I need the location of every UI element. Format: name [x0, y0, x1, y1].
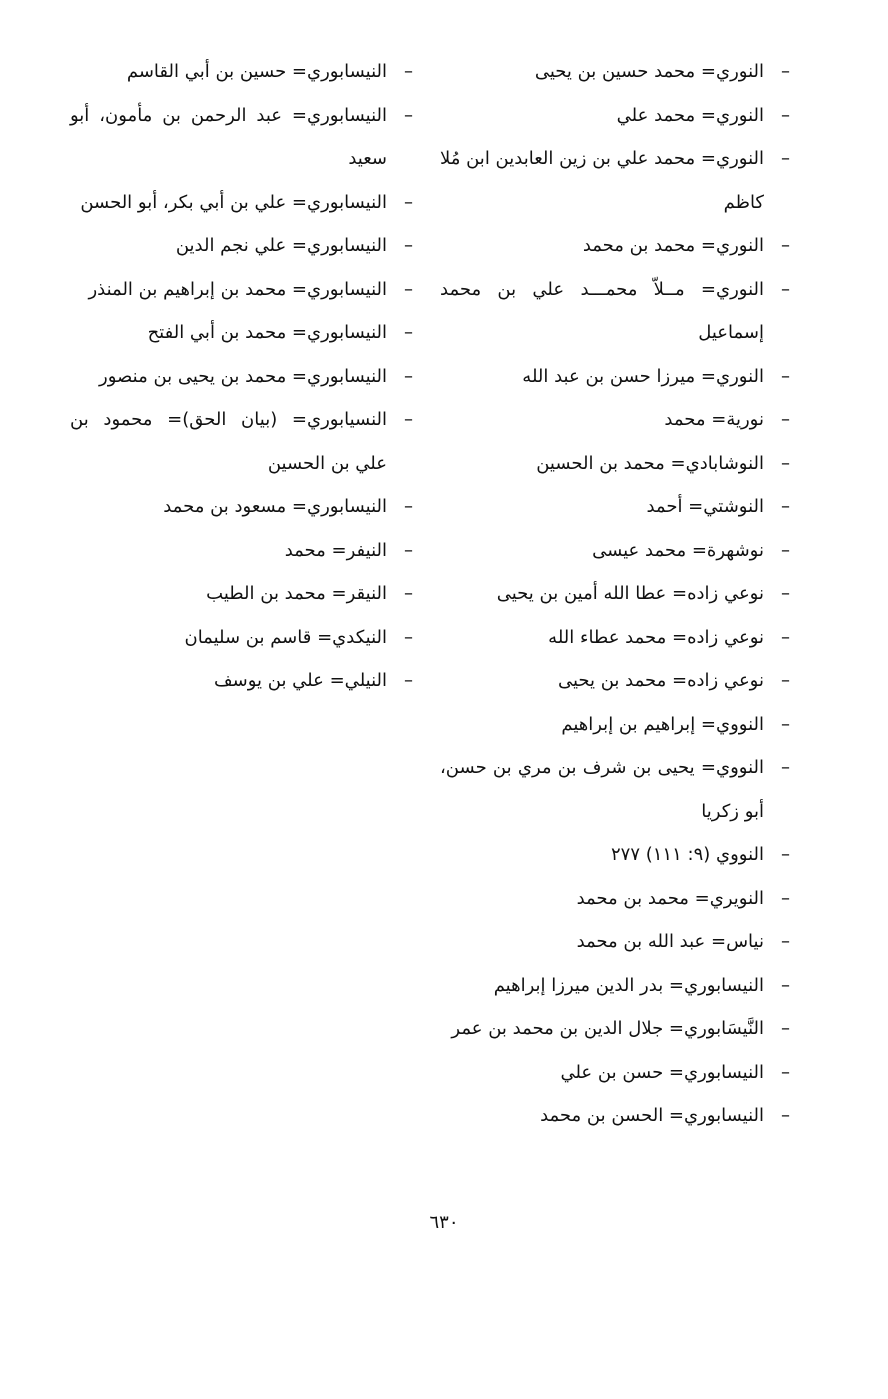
index-entry: – النيسابوري= علي بن أبي بكر، أبو الحسن: [70, 181, 415, 225]
index-entry: – النووي= يحيى بن شرف بن مري بن حسن، أبو زكريا: [440, 746, 792, 833]
index-entry: – النسيابوري= (بيان الحق)= محمود بن علي بن الحسين: [70, 398, 415, 485]
index-entry: – النوري= محمد حسين بن يحيى: [440, 50, 792, 94]
index-entry: – النَّيسَابوري= جلال الدين بن محمد بن عمر: [440, 1007, 792, 1051]
index-entry: – النيلي= علي بن يوسف: [70, 659, 415, 703]
index-column-right: [440, 50, 792, 1138]
index-entry: – النيكدي= قاسم بن سليمان: [70, 616, 415, 660]
index-entry: – نوعي زاده= محمد بن يحيى: [440, 659, 792, 703]
index-entry: – نياس= عبد الله بن محمد: [440, 920, 792, 964]
index-entry: – نورية= محمد: [440, 398, 792, 442]
index-entry: – النيسابوري= الحسن بن محمد: [440, 1094, 792, 1138]
index-entry: – النيسابوري= محمد بن يحيى بن منصور: [70, 355, 415, 399]
index-entry: – النووي= إبراهيم بن إبراهيم: [440, 703, 792, 747]
index-entry: – النيسابوري= بدر الدين ميرزا إبراهيم: [440, 964, 792, 1008]
index-entry: – النيسابوري= حسن بن علي: [440, 1051, 792, 1095]
index-entry: – النوري= محمد علي: [440, 94, 792, 138]
index-entry: – نوعي زاده= عطا الله أمين بن يحيى: [440, 572, 792, 616]
index-entry: – النيسابوري= عبد الرحمن بن مأمون، أبو سعيد: [70, 94, 415, 181]
index-entry: – النووي (٩: ١١١) ٢٧٧: [440, 833, 792, 877]
index-entry: – النيسابوري= مسعود بن محمد: [70, 485, 415, 529]
index-entry: – النوري= ميرزا حسن بن عبد الله: [440, 355, 792, 399]
index-entry: – النوري= محمد علي بن زين العابدين ابن مُلا كاظم: [440, 137, 792, 224]
index-entry: – النيسابوري= محمد بن أبي الفتح: [70, 311, 415, 355]
index-entry: – النيقر= محمد بن الطيب: [70, 572, 415, 616]
index-entry: – النيسابوري= محمد بن إبراهيم بن المنذر: [70, 268, 415, 312]
index-entry: – النيسابوري= علي نجم الدين: [70, 224, 415, 268]
index-entry: – نوعي زاده= محمد عطاء الله: [440, 616, 792, 660]
page-number: ٦٣٠: [429, 1212, 459, 1233]
index-entry: – النوشابادي= محمد بن الحسين: [440, 442, 792, 486]
index-entry: – النيفر= محمد: [70, 529, 415, 573]
index-entry: – النوشتي= أحمد: [440, 485, 792, 529]
index-entry: – النويري= محمد بن محمد: [440, 877, 792, 921]
index-entry: – النيسابوري= حسين بن أبي القاسم: [70, 50, 415, 94]
index-entry: – النوري= مــلاّ محمـــد علي بن محمد إسماعيل: [440, 268, 792, 355]
index-entry: – نوشهرة= محمد عيسى: [440, 529, 792, 573]
index-column-left: [70, 50, 415, 703]
index-entry: – النوري= محمد بن محمد: [440, 224, 792, 268]
